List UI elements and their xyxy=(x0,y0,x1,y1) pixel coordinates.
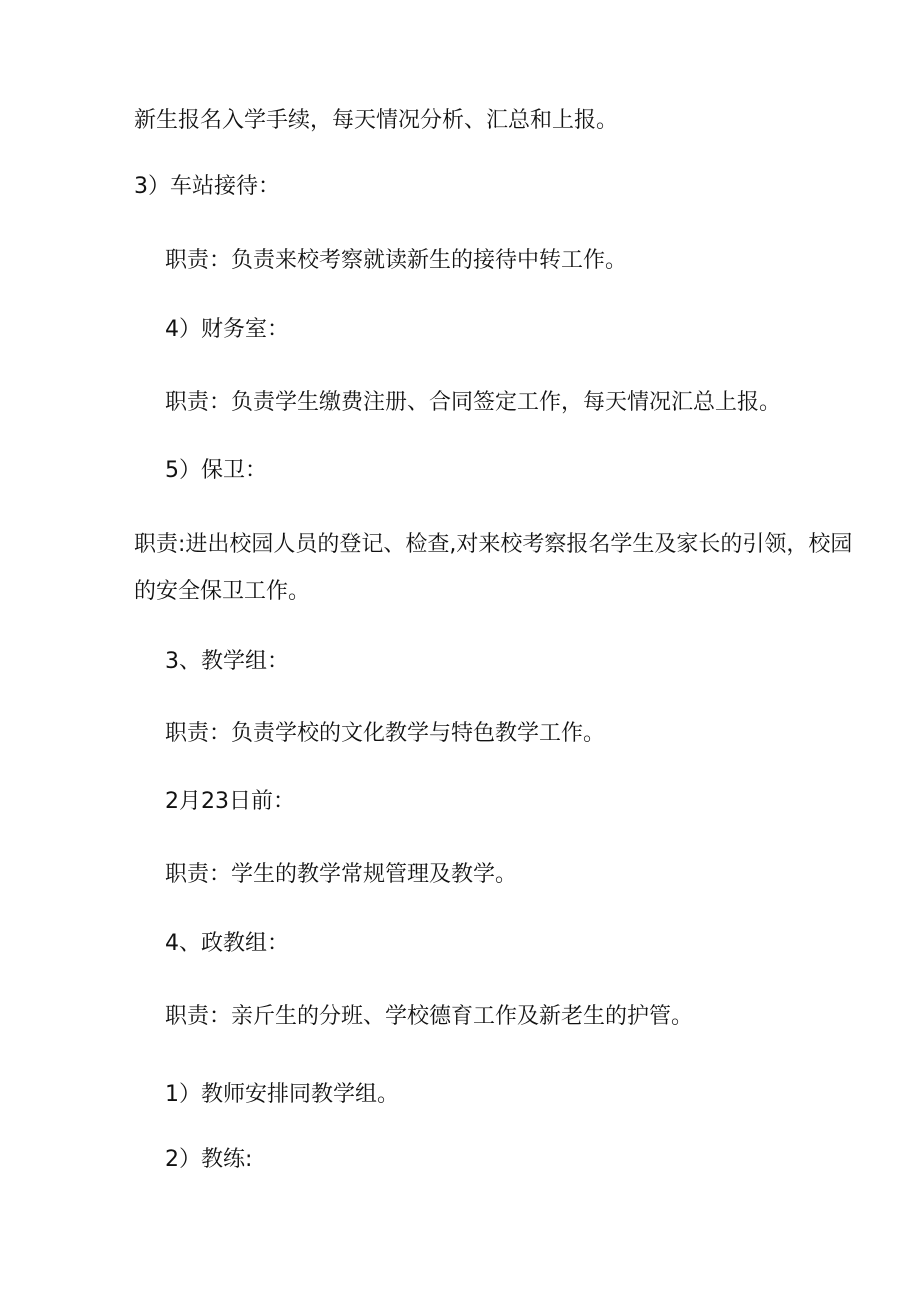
text-line: 职责：负责来校考察就读新生的接待中转工作。 xyxy=(165,248,628,273)
text-line: 职责：亲斤生的分班、学校德育工作及新老生的护管。 xyxy=(165,1004,694,1029)
text-line: 职责：负责学生缴费注册、合同签定工作，每天情况汇总上报。 xyxy=(165,390,782,415)
text-line: 职责:进出校园人员的登记、检查,对来校考察报名学生及家长的引领，校园 xyxy=(134,532,853,557)
text-line: 新生报名入学手续，每天情况分析、汇总和上报。 xyxy=(134,108,619,133)
text-line: 3、教学组： xyxy=(165,649,289,674)
text-line: 的安全保卫工作。 xyxy=(134,579,311,604)
text-line: 5）保卫： xyxy=(165,458,267,483)
text-line: 3）车站接待： xyxy=(134,174,280,199)
text-line: 职责：学生的教学常规管理及教学。 xyxy=(165,862,518,887)
text-line: 4）财务室： xyxy=(165,317,289,342)
text-line: 职责：负责学校的文化教学与特色教学工作。 xyxy=(165,721,606,746)
text-line: 1）教师安排同教学组。 xyxy=(165,1082,399,1107)
text-line: 4、政教组： xyxy=(165,931,289,956)
text-line: 2月23日前： xyxy=(165,789,295,814)
text-line: 2）教练: xyxy=(165,1147,253,1172)
